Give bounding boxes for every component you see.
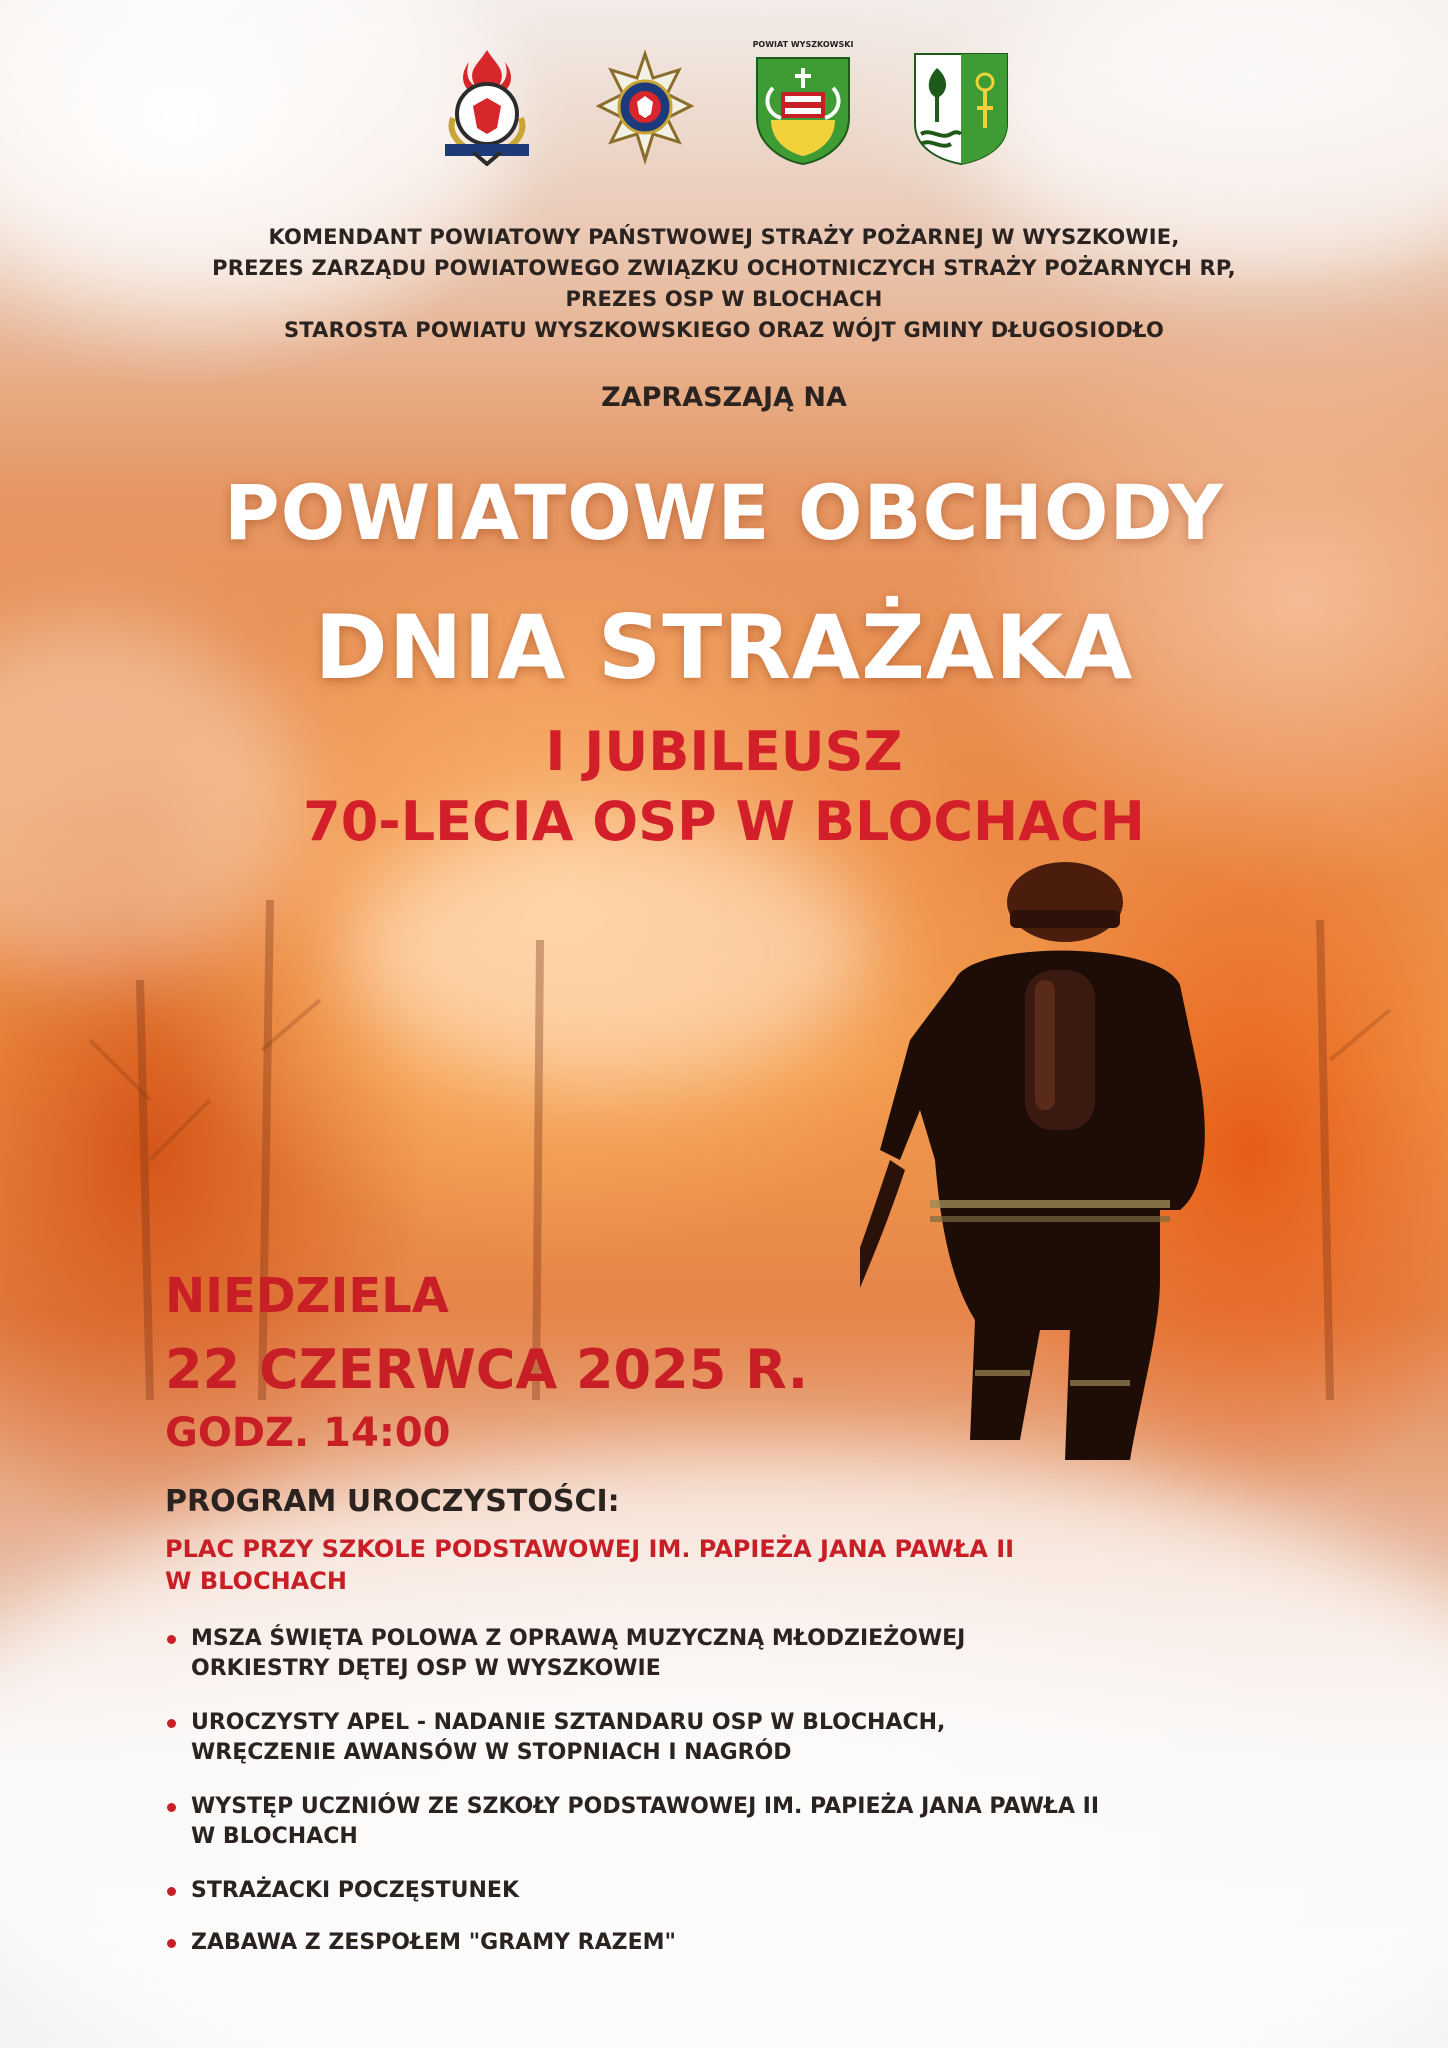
program-item <box>165 1876 1315 1906</box>
program-item-line: UROCZYSTY APEL - NADANIE SZTANDARU OSP W BLOCHACH, <box>191 1710 946 1735</box>
organizers-block <box>0 222 1448 346</box>
jubilee-line1: I JUBILEUSZ <box>545 720 903 783</box>
program-item <box>165 1624 1315 1684</box>
program-item-line: WYSTĘP UCZNIÓW ZE SZKOŁY PODSTAWOWEJ IM. PAPIEŻA JANA PAWŁA II <box>191 1794 1100 1819</box>
program-place <box>165 1533 1315 1597</box>
jubilee-line2: 70-LECIA OSP W BLOCHACH <box>303 790 1145 853</box>
gmina-coat-of-arms-icon <box>911 48 1011 166</box>
event-time: GODZ. 14:00 <box>165 1410 451 1456</box>
program-item <box>165 1928 1315 1958</box>
program-item-line: ORKIESTRY DĘTEJ OSP W WYSZKOWIE <box>191 1656 661 1681</box>
program-item-line: WRĘCZENIE AWANSÓW W STOPNIACH I NAGRÓD <box>191 1740 792 1765</box>
program-item-line: W BLOCHACH <box>191 1824 358 1849</box>
main-title-line1: POWIATOWE OBCHODY <box>223 468 1225 557</box>
program-item <box>165 1792 1315 1852</box>
logos-row <box>0 40 1448 166</box>
program-place-line: PLAC PRZY SZKOLE PODSTAWOWEJ IM. PAPIEŻA JANA PAWŁA II <box>165 1535 1015 1563</box>
psp-emblem-logo <box>437 48 537 166</box>
powiat-coat-of-arms-icon <box>753 48 853 166</box>
powiat-wyszkowski-logo <box>752 40 854 166</box>
gmina-dlugosiodlo-logo <box>911 48 1011 166</box>
organizer-line: KOMENDANT POWIATOWY PAŃSTWOWEJ STRAŻY POŻARNEJ W WYSZKOWIE, <box>268 225 1180 249</box>
main-title-line2: DNIA STRAŻAKA <box>314 596 1134 699</box>
program-heading: PROGRAM UROCZYSTOŚCI: <box>165 1484 620 1519</box>
event-day: NIEDZIELA <box>165 1268 449 1324</box>
program-item <box>165 1708 1315 1768</box>
bullet-icon <box>167 1939 176 1948</box>
organizer-line: STAROSTA POWIATU WYSZKOWSKIEGO ORAZ WÓJT GMINY DŁUGOSIODŁO <box>283 318 1165 342</box>
program-place-line: W BLOCHACH <box>165 1567 347 1595</box>
firefighter-silhouette <box>860 860 1240 1480</box>
program-list <box>165 1624 1315 1980</box>
organizer-line: PREZES ZARZĄDU POWIATOWEGO ZWIĄZKU OCHOTNICZYCH STRAŻY POŻARNYCH RP, <box>212 256 1236 280</box>
bullet-icon <box>167 1635 176 1644</box>
bullet-icon <box>167 1803 176 1812</box>
program-item-line: MSZA ŚWIĘTA POLOWA Z OPRAWĄ MUZYCZNĄ MŁODZIEŻOWEJ <box>191 1626 966 1651</box>
invite-text: ZAPRASZAJĄ NA <box>601 382 847 413</box>
organizer-line: PREZES OSP W BLOCHACH <box>565 287 883 311</box>
bullet-icon <box>167 1887 176 1896</box>
program-item-line: STRAŻACKI POCZĘSTUNEK <box>191 1878 519 1903</box>
osp-emblem-logo <box>595 48 695 166</box>
bullet-icon <box>167 1719 176 1728</box>
program-item-line: ZABAWA Z ZESPOŁEM "GRAMY RAZEM" <box>191 1930 676 1955</box>
event-date: 22 CZERWCA 2025 R. <box>165 1338 809 1401</box>
psp-emblem-icon <box>437 48 537 166</box>
osp-emblem-icon <box>595 48 695 166</box>
powiat-logo-label: POWIAT WYSZKOWSKI <box>752 40 854 49</box>
